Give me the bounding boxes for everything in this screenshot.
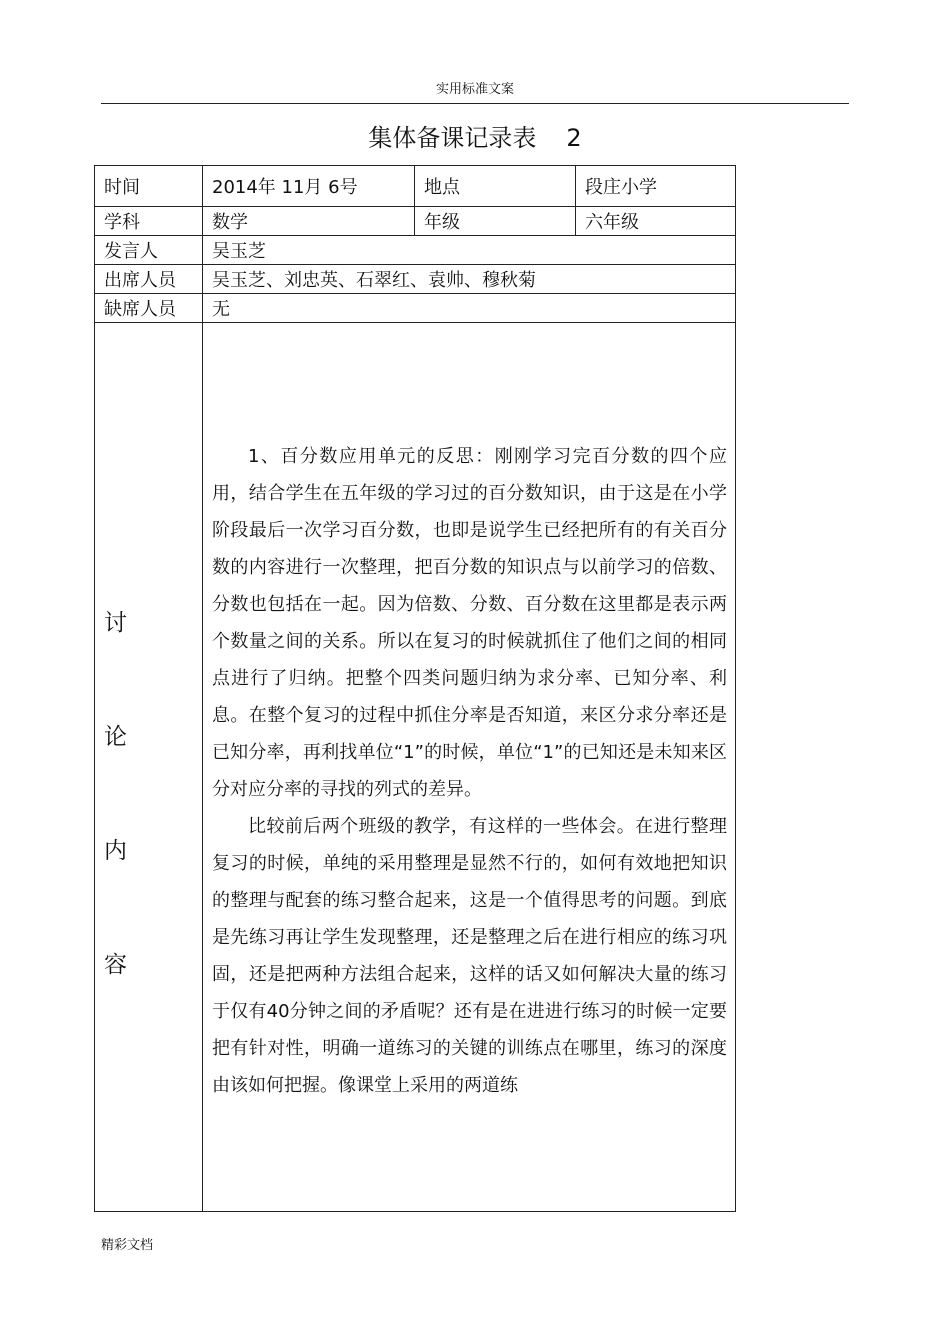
record-table: [94, 165, 736, 1212]
table-row: [95, 294, 736, 323]
table-row: [95, 265, 736, 294]
place-label: 地点: [415, 166, 576, 207]
page-footer: 精彩文档: [101, 1238, 154, 1253]
title-main: 集体备课记录表: [368, 124, 537, 152]
discussion-label-char: 讨: [104, 610, 127, 636]
attendees-label: 出席人员: [95, 265, 203, 294]
table-row: [95, 207, 736, 236]
absent-label: 缺席人员: [95, 294, 203, 323]
time-label: 时间: [95, 166, 203, 207]
table-row: [95, 166, 736, 207]
grade-value: 六年级: [576, 207, 736, 236]
title-number: 2: [566, 124, 582, 152]
subject-label: 学科: [95, 207, 203, 236]
page-title: [0, 118, 950, 153]
speaker-label: 发言人: [95, 236, 203, 265]
discussion-label-char: 内: [104, 838, 127, 864]
subject-value: 数学: [203, 207, 415, 236]
table-row: [95, 323, 736, 1212]
discussion-label: [95, 323, 203, 1212]
attendees-value: 吴玉芝、刘忠英、石翠红、袁帅、穆秋菊: [203, 265, 736, 294]
page-header: 实用标准文案: [435, 82, 514, 97]
absent-value: 无: [203, 294, 736, 323]
discussion-paragraph: 1、百分数应用单元的反思：刚刚学习完百分数的四个应用，结合学生在五年级的学习过的百分数知识，由于这是在小学阶段最后一次学习百分数，也即是说学生已经把所有的有关百分数的内容进行一次整理，把百分数的知识点与以前学习的倍数、分数也包括在一起。因为倍数、分数、百分数在这里都是表示两个数量之间的关系。所以在复习的时候就抓住了他们之间的相同点进行了归纳。把整个四类问题归纳为求分率、已知分率、利息。在整个复习的过程中抓住分率是否知道，来区分求分率还是已知分率，再利找单位“1”的时候，单位“1”的已知还是未知来区分对应分率的寻找的列式的差异。: [212, 446, 727, 800]
speaker-value: 吴玉芝: [203, 236, 736, 265]
discussion-label-char: 论: [104, 724, 127, 750]
discussion-paragraph: 比较前后两个班级的教学，有这样的一些体会。在进行整理复习的时候，单纯的采用整理是显然不行的，如何有效地把知识的整理与配套的练习整合起来，这是一个值得思考的问题。到底是先练习再让学生发现整理，还是整理之后在进行相应的练习巩固，还是把两种方法组合起来，这样的话又如何解决大量的练习于仅有40分钟之间的矛盾呢？还有是在进进行练习的时候一定要把有针对性，明确一道练习的关键的训练点在哪里，练习的深度由该如何把握。像课堂上采用的两道练: [212, 816, 727, 1096]
time-value: 2014年 11月 6号: [203, 166, 415, 207]
discussion-label-char: 容: [104, 952, 127, 978]
place-value: 段庄小学: [576, 166, 736, 207]
table-row: [95, 236, 736, 265]
grade-label: 年级: [415, 207, 576, 236]
header-rule: [101, 103, 849, 104]
discussion-content: [203, 323, 736, 1212]
